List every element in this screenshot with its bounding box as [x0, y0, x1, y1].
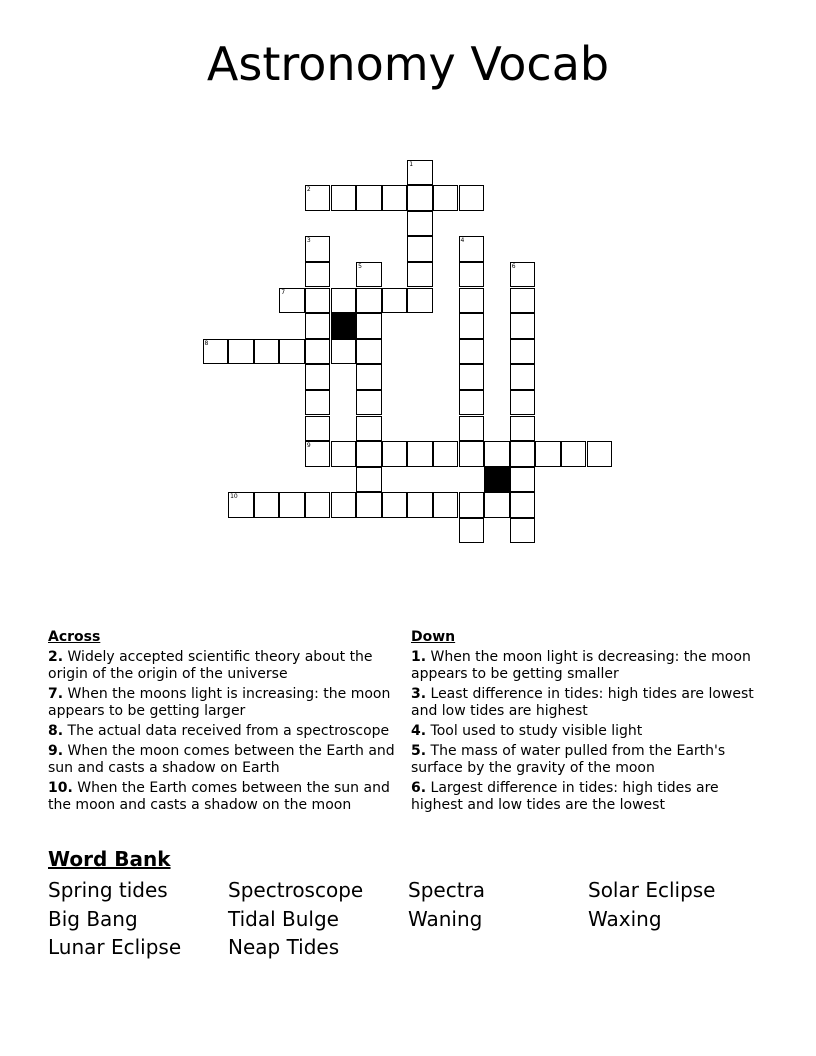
- clue-number-label: 5: [358, 262, 362, 270]
- grid-cell[interactable]: [407, 288, 433, 314]
- clue-number-label: 6: [511, 262, 516, 270]
- grid-cell[interactable]: [228, 339, 254, 365]
- across-clue: [48, 780, 404, 814]
- grid-cell[interactable]: [459, 185, 485, 211]
- clue-text: When the moon comes between the Earth and sun and casts a shadow on Earth: [48, 743, 395, 776]
- clue-number: 10.: [48, 780, 73, 796]
- clue-number: 1.: [411, 649, 427, 665]
- grid-cell[interactable]: [356, 185, 382, 211]
- grid-cell[interactable]: [407, 160, 433, 186]
- grid-cell[interactable]: [356, 492, 382, 518]
- clue-number: 5.: [411, 743, 427, 759]
- grid-cell[interactable]: [254, 492, 280, 518]
- down-clue: [411, 723, 771, 740]
- down-clue: [411, 743, 771, 777]
- down-clue: [411, 780, 771, 814]
- grid-cell[interactable]: [407, 441, 433, 467]
- clue-number-label: 1: [409, 160, 414, 168]
- grid-cell[interactable]: [459, 441, 485, 467]
- grid-cell[interactable]: [305, 416, 331, 442]
- grid-cell[interactable]: [203, 339, 229, 365]
- grid-cell[interactable]: [305, 262, 331, 288]
- word-bank-item: Spring tides: [48, 878, 168, 902]
- grid-cell[interactable]: [459, 390, 485, 416]
- grid-cell[interactable]: [382, 185, 408, 211]
- down-clue: [411, 686, 771, 720]
- grid-cell[interactable]: [305, 288, 331, 314]
- grid-cell[interactable]: [331, 339, 357, 365]
- clue-text: When the Earth comes between the sun and the moon and casts a shadow on the moon: [48, 780, 390, 813]
- clue-text: When the moon light is decreasing: the moon appears to be getting smaller: [411, 649, 751, 682]
- grid-cell[interactable]: [459, 364, 485, 390]
- clue-number-label: 10: [230, 493, 238, 501]
- clue-number-label: 4: [460, 237, 465, 245]
- grid-cell[interactable]: [510, 416, 536, 442]
- grid-cell[interactable]: [382, 492, 408, 518]
- grid-cell[interactable]: [484, 441, 510, 467]
- grid-cell[interactable]: [305, 185, 331, 211]
- grid-cell[interactable]: [510, 467, 536, 493]
- grid-cell[interactable]: [459, 492, 485, 518]
- grid-cell[interactable]: [356, 467, 382, 493]
- grid-cell[interactable]: [587, 441, 613, 467]
- grid-cell[interactable]: [254, 339, 280, 365]
- word-bank: [48, 846, 768, 962]
- down-clues: [411, 628, 771, 817]
- black-square: [484, 467, 510, 493]
- down-heading: Down: [411, 629, 456, 645]
- clue-number-label: 8: [204, 339, 209, 347]
- clue-text: Least difference in tides: high tides are lowest and low tides are highest: [411, 686, 754, 719]
- grid-cell[interactable]: [279, 492, 305, 518]
- grid-cell[interactable]: [459, 518, 485, 544]
- grid-cell[interactable]: [305, 313, 331, 339]
- grid-cell[interactable]: [407, 492, 433, 518]
- grid-cell[interactable]: [305, 492, 331, 518]
- clue-number-label: 3: [306, 237, 311, 245]
- grid-cell[interactable]: [459, 236, 485, 262]
- grid-cell[interactable]: [305, 364, 331, 390]
- grid-cell[interactable]: [407, 236, 433, 262]
- grid-cell[interactable]: [510, 288, 536, 314]
- black-square: [331, 313, 357, 339]
- grid-cell[interactable]: [433, 185, 459, 211]
- clue-text: The mass of water pulled from the Earth's surface by the gravity of the moon: [411, 743, 726, 776]
- grid-cell[interactable]: [484, 492, 510, 518]
- word-bank-list: [48, 876, 768, 962]
- across-heading: Across: [48, 629, 101, 645]
- clue-number-label: 2: [306, 186, 311, 194]
- grid-cell[interactable]: [356, 390, 382, 416]
- grid-cell[interactable]: [305, 339, 331, 365]
- grid-cell[interactable]: [305, 441, 331, 467]
- word-bank-heading: Word Bank: [48, 847, 171, 871]
- grid-cell[interactable]: [331, 288, 357, 314]
- clue-text: The actual data received from a spectroscope: [67, 723, 390, 739]
- grid-cell[interactable]: [535, 441, 561, 467]
- grid-cell[interactable]: [433, 492, 459, 518]
- word-bank-item: Spectra: [408, 878, 486, 902]
- grid-cell[interactable]: [510, 313, 536, 339]
- grid-cell[interactable]: [510, 364, 536, 390]
- clue-number: 8.: [48, 723, 64, 739]
- grid-cell[interactable]: [433, 441, 459, 467]
- grid-cell[interactable]: [331, 441, 357, 467]
- grid-cell[interactable]: [510, 441, 536, 467]
- grid-cell[interactable]: [459, 416, 485, 442]
- word-bank-item: Lunar Eclipse: [48, 935, 182, 959]
- grid-cell[interactable]: [305, 390, 331, 416]
- clue-number-label: 7: [281, 288, 286, 296]
- across-clue: [48, 723, 404, 740]
- across-clue: [48, 686, 404, 720]
- grid-cell[interactable]: [510, 390, 536, 416]
- grid-cell[interactable]: [407, 185, 433, 211]
- down-clue: [411, 649, 771, 683]
- grid-cell[interactable]: [228, 492, 254, 518]
- grid-cell[interactable]: [356, 441, 382, 467]
- grid-cell[interactable]: [331, 492, 357, 518]
- grid-cell[interactable]: [407, 262, 433, 288]
- grid-cell[interactable]: [356, 313, 382, 339]
- across-clue: [48, 743, 404, 777]
- grid-cell[interactable]: [305, 236, 331, 262]
- grid-cell[interactable]: [279, 339, 305, 365]
- word-bank-item: Neap Tides: [228, 935, 340, 959]
- grid-cell[interactable]: [459, 313, 485, 339]
- word-bank-item: Solar Eclipse: [588, 878, 716, 902]
- grid-cell[interactable]: [459, 288, 485, 314]
- grid-cell[interactable]: [382, 288, 408, 314]
- across-clues: [48, 628, 404, 817]
- clue-number: 2.: [48, 649, 64, 665]
- grid-cell[interactable]: [382, 441, 408, 467]
- clue-number-label: 9: [306, 442, 311, 450]
- grid-cell[interactable]: [510, 262, 536, 288]
- clue-text: Widely accepted scientific theory about the origin of the origin of the universe: [48, 649, 373, 682]
- grid-cell[interactable]: [356, 416, 382, 442]
- clue-text: When the moons light is increasing: the moon appears to be getting larger: [48, 686, 391, 719]
- grid-cell[interactable]: [561, 441, 587, 467]
- grid-cell[interactable]: [331, 185, 357, 211]
- clue-text: Largest difference in tides: high tides are highest and low tides are the lowest: [411, 780, 719, 813]
- grid-cell[interactable]: [459, 262, 485, 288]
- across-clue: [48, 649, 404, 683]
- page-title: Astronomy Vocab: [206, 37, 610, 91]
- word-bank-item: Big Bang: [48, 906, 138, 931]
- clue-number: 3.: [411, 686, 427, 702]
- grid-cell[interactable]: [279, 288, 305, 314]
- word-bank-item: Tidal Bulge: [228, 906, 339, 931]
- clue-number: 7.: [48, 686, 64, 702]
- word-bank-item: Waning: [408, 906, 483, 931]
- grid-cell[interactable]: [459, 339, 485, 365]
- grid-cell[interactable]: [510, 339, 536, 365]
- grid-cell[interactable]: [510, 518, 536, 544]
- grid-cell[interactable]: [407, 211, 433, 237]
- grid-cell[interactable]: [356, 288, 382, 314]
- clue-number: 6.: [411, 780, 427, 796]
- word-bank-item: Spectroscope: [228, 878, 364, 902]
- grid-cell[interactable]: [356, 339, 382, 365]
- word-bank-item: Waxing: [588, 906, 662, 931]
- grid-cell[interactable]: [356, 364, 382, 390]
- grid-cell[interactable]: [356, 262, 382, 288]
- clue-number: 4.: [411, 723, 427, 739]
- clue-number: 9.: [48, 743, 64, 759]
- clue-text: Tool used to study visible light: [430, 723, 643, 739]
- grid-cell[interactable]: [510, 492, 536, 518]
